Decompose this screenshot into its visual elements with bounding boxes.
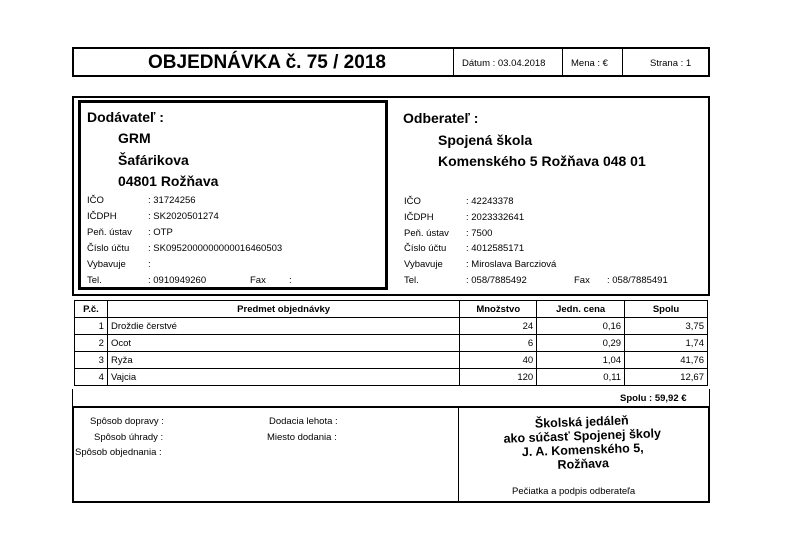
customer-fax-label: Fax: [574, 275, 590, 286]
supplier-fax-value: :: [289, 275, 292, 286]
customer-value-icdph: : 2023332641: [466, 212, 525, 223]
transport-method: Spôsob dopravy :: [90, 416, 164, 427]
total-box: [72, 389, 710, 407]
customer-value-account: : 4012585171: [466, 243, 525, 254]
row-qty: 6: [460, 335, 537, 352]
row-unit-price: 1,04: [537, 352, 625, 369]
customer-value-contact: : Miroslava Barcziová: [466, 259, 557, 270]
table-row: [75, 318, 708, 335]
row-total: 12,67: [625, 369, 708, 386]
customer-value-ico: : 42243378: [466, 196, 514, 207]
row-total: 41,76: [625, 352, 708, 369]
header-divider-2: [562, 48, 563, 76]
row-number: 4: [75, 369, 108, 386]
customer-name: Spojená škola: [438, 132, 533, 148]
customer-label-bank: Peň. ústav: [404, 228, 449, 239]
customer-label-ico: IČO: [404, 196, 421, 207]
row-qty: 24: [460, 318, 537, 335]
supplier-heading: Dodávateľ :: [87, 109, 164, 125]
page-field: Strana : 1: [650, 58, 692, 69]
delivery-place: Miesto dodania :: [267, 432, 337, 443]
row-number: 2: [75, 335, 108, 352]
supplier-label-account: Číslo účtu: [87, 243, 130, 254]
customer-heading: Odberateľ :: [403, 110, 479, 126]
stamp-line-3: J. A. Komenského 5, Rožňava: [521, 440, 644, 472]
supplier-label-contact: Vybavuje: [87, 259, 126, 270]
supplier-value-bank: : OTP: [148, 227, 173, 238]
customer-label-contact: Vybavuje: [404, 259, 443, 270]
supplier-name: GRM: [118, 130, 151, 146]
table-header-row: [75, 301, 708, 318]
signature-label: Pečiatka a podpis odberateľa: [512, 486, 636, 497]
row-unit-price: 0,16: [537, 318, 625, 335]
table-row: [75, 369, 708, 386]
supplier-label-icdph: IČDPH: [87, 211, 117, 222]
customer-label-icdph: IČDPH: [404, 212, 434, 223]
footer-divider: [458, 407, 459, 502]
header-unit-price: Jedn. cena: [537, 301, 625, 318]
customer-label-account: Číslo účtu: [404, 243, 447, 254]
row-item: Ryža: [107, 352, 459, 369]
total-label: Spolu : 59,92 €: [620, 393, 687, 404]
header-pc: P.č.: [75, 301, 108, 318]
row-item: Vajcia: [107, 369, 459, 386]
supplier-city: 04801 Rožňava: [118, 173, 219, 189]
supplier-value-ico: : 31724256: [148, 195, 196, 206]
customer-fax-value: : 058/7885491: [607, 275, 668, 286]
supplier-label-bank: Peň. ústav: [87, 227, 132, 238]
row-number: 3: [75, 352, 108, 369]
date-field: Dátum : 03.04.2018: [462, 58, 546, 69]
table-row: [75, 335, 708, 352]
supplier-street: Šafárikova: [118, 152, 189, 168]
delivery-time: Dodacia lehota :: [269, 416, 338, 427]
row-qty: 120: [460, 369, 537, 386]
row-qty: 40: [460, 352, 537, 369]
order-method: Spôsob objednania :: [75, 447, 162, 458]
row-number: 1: [75, 318, 108, 335]
header-divider-1: [453, 48, 454, 76]
header-item: Predmet objednávky: [107, 301, 459, 318]
row-unit-price: 0,11: [537, 369, 625, 386]
school-stamp: [494, 412, 671, 474]
row-unit-price: 0,29: [537, 335, 625, 352]
row-total: 1,74: [625, 335, 708, 352]
table-row: [75, 352, 708, 369]
header-divider-3: [622, 48, 623, 76]
supplier-label-tel: Tel.: [87, 275, 102, 286]
document-title: OBJEDNÁVKA č. 75 / 2018: [148, 52, 386, 73]
customer-address: Komenského 5 Rožňava 048 01: [438, 153, 646, 169]
currency-field: Mena : €: [571, 58, 608, 69]
row-item: Droždie čerstvé: [107, 318, 459, 335]
supplier-value-account: : SK0952000000000016460503: [148, 243, 283, 254]
customer-value-bank: : 7500: [466, 228, 493, 239]
supplier-value-tel: : 0910949260: [148, 275, 207, 286]
payment-method: Spôsob úhrady :: [94, 432, 164, 443]
supplier-label-ico: IČO: [87, 195, 104, 206]
supplier-value-icdph: : SK2020501274: [148, 211, 219, 222]
stamp-line-2: ako súčasť Spojenej školy: [503, 426, 662, 446]
header-qty: Množstvo: [460, 301, 537, 318]
supplier-value-contact: :: [148, 259, 151, 270]
customer-value-tel: : 058/7885492: [466, 275, 527, 286]
header-total: Spolu: [625, 301, 708, 318]
items-table: [74, 300, 708, 386]
stamp-line-1: Školská jedáleň: [534, 413, 629, 431]
customer-label-tel: Tel.: [404, 275, 419, 286]
row-total: 3,75: [625, 318, 708, 335]
row-item: Ocot: [107, 335, 459, 352]
supplier-fax-label: Fax: [250, 275, 266, 286]
